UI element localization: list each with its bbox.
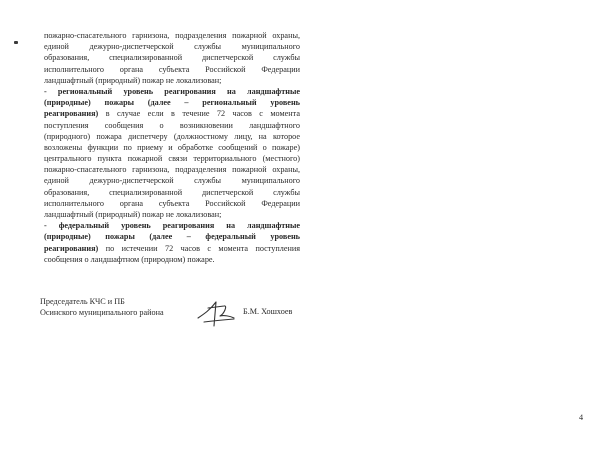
line-text: образования, специализированной диспетчерской службы — [44, 53, 300, 63]
signer-position-line2: Осинского муниципального района — [40, 308, 164, 317]
line-text: пожарно-спасательного гарнизона, подразделения пожарной охраны, — [44, 31, 300, 40]
line-text: исполнительного органа субъекта Российской Федерации — [44, 64, 300, 74]
signer-position-line1: Председатель КЧС и ПБ — [40, 297, 125, 306]
text-line — [44, 108, 300, 119]
text-line — [44, 220, 300, 231]
bold-text: (природные) пожары (далее – федеральный уровень — [44, 232, 300, 242]
line-text: центрального пункта пожарной связи территориального (местного) — [44, 154, 300, 164]
text-line — [44, 175, 300, 186]
text-line — [44, 164, 300, 175]
text-line — [44, 131, 300, 142]
line-text: сообщения о ландшафтном (природном) пожаре. — [44, 254, 215, 264]
text-line — [44, 198, 300, 209]
text-line — [44, 187, 300, 198]
body-text — [44, 30, 300, 265]
line-text: исполнительного органа субъекта Российской Федерации — [44, 198, 300, 208]
line-text: единой дежурно-диспетчерской службы муниципального — [44, 42, 300, 52]
line-text: по истечении 72 часов с момента поступления — [98, 243, 300, 253]
bold-text: - региональный уровень реагирования на ландшафтные — [44, 86, 300, 96]
handwritten-signature — [194, 296, 238, 328]
text-line — [44, 41, 300, 52]
scan-mark — [14, 41, 18, 44]
text-line — [44, 231, 300, 242]
line-text: в случае если в течение 72 часов с момента — [98, 109, 300, 119]
text-line — [44, 243, 300, 254]
text-line — [44, 209, 300, 220]
line-text: ландшафтный (природный) пожар не локализован; — [44, 210, 222, 219]
text-line — [44, 97, 300, 108]
line-text: поступления сообщения о возникновении ландшафтного — [44, 120, 300, 130]
text-line — [44, 64, 300, 75]
line-text: единой дежурно-диспетчерской службы муниципального — [44, 176, 300, 186]
bold-text: - федеральный уровень реагирования на ландшафтные — [44, 221, 300, 231]
bold-text: (природные) пожары (далее – региональный уровень — [44, 98, 300, 108]
bold-text: реагирования) — [44, 109, 99, 119]
text-line — [44, 86, 300, 97]
signature-block — [40, 296, 164, 318]
text-line — [44, 120, 300, 131]
line-text: возложены функции по приему и обработке сообщений о пожаре) — [44, 142, 300, 152]
text-line — [44, 75, 300, 86]
line-text: образования, специализированной диспетчерской службы — [44, 187, 300, 197]
text-line — [44, 142, 300, 153]
signer-name: Б.М. Хошхоев — [243, 307, 293, 316]
text-line — [44, 254, 300, 265]
bold-text: реагирования) — [44, 243, 99, 253]
line-text: пожарно-спасательного гарнизона, подразделения пожарной охраны, — [44, 165, 300, 175]
line-text: ландшафтный (природный) пожар не локализован; — [44, 75, 222, 85]
line-text: (природного) пожара диспетчеру (должностному лицу, на которое — [44, 131, 300, 141]
text-line — [44, 153, 300, 164]
page-number: 4 — [579, 413, 584, 422]
text-line — [44, 30, 300, 41]
text-line — [44, 52, 300, 63]
